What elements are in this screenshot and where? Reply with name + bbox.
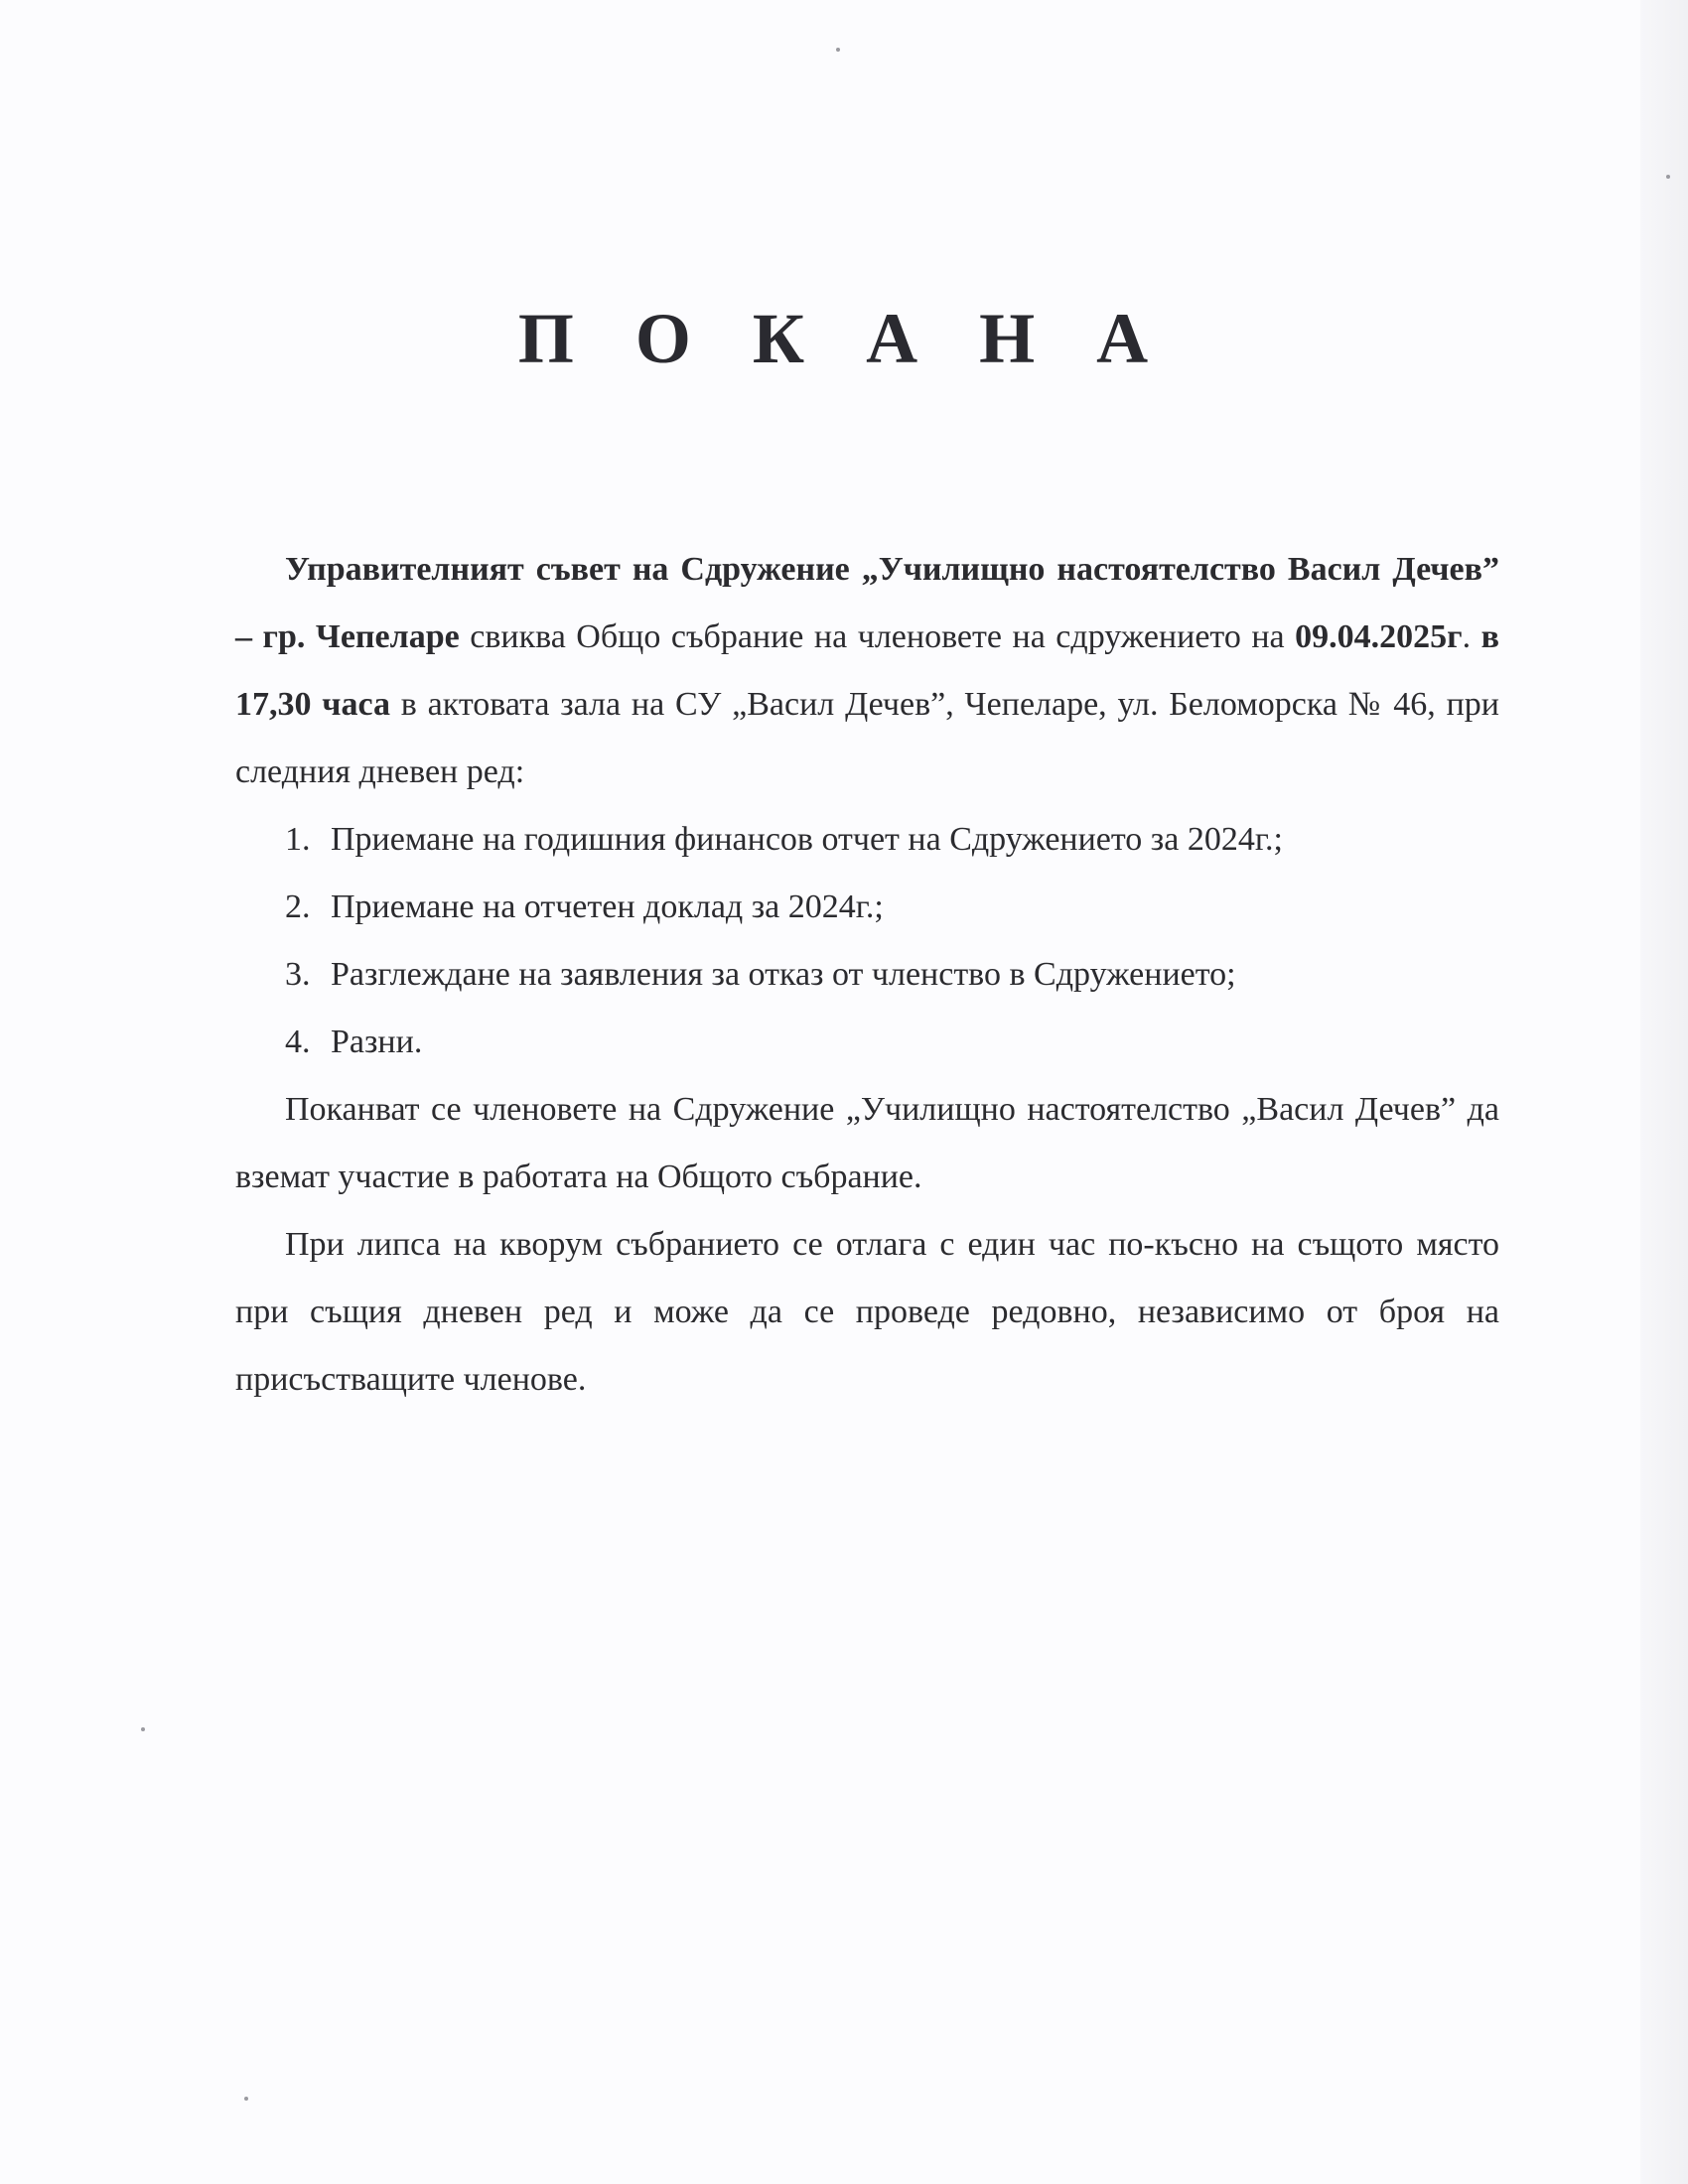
intro-text-1: свиква Общо събрание на членовете на сдружението на (459, 618, 1296, 655)
agenda-item-text: Разни. (331, 1024, 423, 1060)
agenda-item (235, 941, 1499, 1009)
scan-speck (836, 48, 840, 52)
meeting-date: 09.04.2025г (1295, 618, 1463, 655)
intro-text-2: в актовата зала на СУ „Васил Дечев”, Чепеларе, ул. Беломорска № 46, при следния дневен ред: (235, 686, 1499, 790)
agenda-item-text: Приемане на годишния финансов отчет на Сдружението за 2024г.; (331, 821, 1283, 858)
agenda-item (235, 874, 1499, 941)
intro-lead-bold: Управителният съвет на Сдружение „Училищно настоятелство Васил Дечев” – гр. Чепеларе (235, 551, 1499, 655)
intro-paragraph (235, 536, 1499, 806)
scan-speck (244, 2097, 248, 2101)
agenda-item-text: Разглеждане на заявления за отказ от членство в Сдружението; (331, 956, 1236, 993)
agenda-item-number: 3. (285, 956, 311, 993)
quorum-paragraph: При липса на кворум събранието се отлага с един час по-късно на същото място при същия дневен ред и може да се проведе редовно, независимо от броя на присъстващите членове. (235, 1226, 1499, 1398)
meeting-time: в 17,30 часа (235, 618, 1500, 723)
agenda-item (235, 806, 1499, 874)
agenda-item (235, 1009, 1499, 1076)
intro-separator: . (1462, 618, 1481, 655)
agenda-item-text: Приемане на отчетен доклад за 2024г.; (331, 888, 884, 925)
agenda-item-number: 1. (285, 821, 311, 858)
agenda-item-number: 2. (285, 888, 311, 925)
agenda-list (235, 806, 1499, 1076)
invitation-paragraph: Поканват се членовете на Сдружение „Училищно настоятелство „Васил Дечев” да вземат участие в работата на Общото събрание. (235, 1091, 1499, 1195)
agenda-item-number: 4. (285, 1024, 311, 1060)
scan-speck (1666, 175, 1670, 179)
document-body (235, 536, 1499, 1414)
document-title: П О К А Н А (517, 299, 1171, 378)
scan-speck (141, 1727, 145, 1731)
